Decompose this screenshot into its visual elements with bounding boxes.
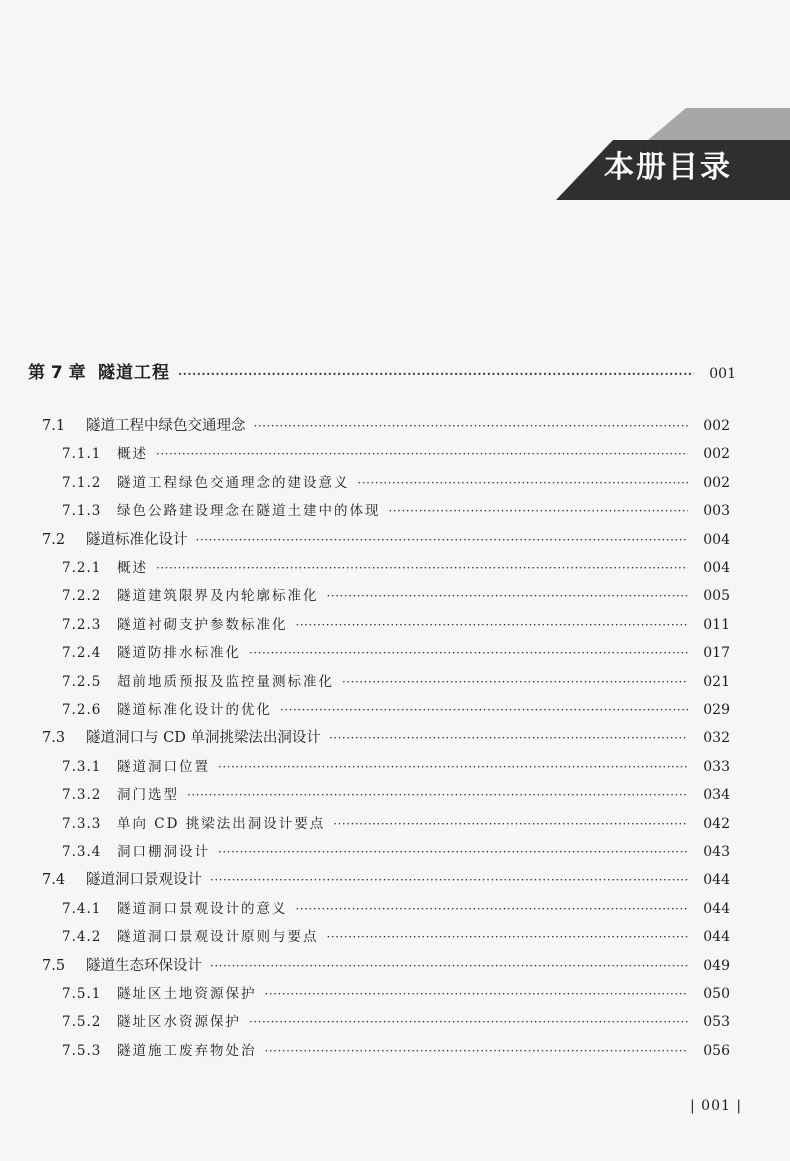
entry-page: 005 <box>703 588 730 605</box>
entry-number: 7.4.1 <box>62 900 102 917</box>
dot-leader <box>196 533 689 547</box>
entry-title: 洞门选型 <box>117 787 179 804</box>
dot-leader <box>389 504 689 518</box>
entry-page: 032 <box>703 730 730 747</box>
entry-number: 7.1.3 <box>62 503 102 520</box>
toc-subsection-entry[interactable] <box>0 755 790 775</box>
entry-page: 049 <box>703 957 730 974</box>
toc-section-entry[interactable] <box>0 726 790 747</box>
chapter-page: 001 <box>709 366 736 382</box>
entry-number: 7.5.1 <box>62 986 102 1002</box>
dot-leader <box>296 618 689 632</box>
dot-leader <box>329 731 688 745</box>
entry-number: 7.1.2 <box>62 474 102 491</box>
chapter-number: 第 7 章 <box>28 363 86 383</box>
dot-leader <box>327 930 689 944</box>
toc-subsection-entry[interactable] <box>0 1039 790 1059</box>
dot-leader <box>249 646 688 660</box>
toc-section-entry[interactable] <box>0 954 790 975</box>
entry-title: 隧道生态环保设计 <box>86 957 202 974</box>
entry-number: 7.2.3 <box>62 616 102 633</box>
chapter-title: 隧道工程 <box>98 363 170 383</box>
dot-leader <box>327 589 689 603</box>
dot-leader <box>249 1015 688 1029</box>
entry-title: 隧道工程中绿色交通理念 <box>86 418 246 434</box>
entry-page: 017 <box>703 645 730 662</box>
entry-title: 隧址区土地资源保护 <box>117 986 257 1002</box>
toc-subsection-entry[interactable] <box>0 471 790 491</box>
entry-number: 7.5 <box>42 957 66 974</box>
entry-number: 7.2.5 <box>62 673 102 690</box>
entry-title: 超前地质预报及监控量测标准化 <box>117 673 334 690</box>
toc-subsection-entry[interactable] <box>0 1010 790 1030</box>
entry-title: 隧道洞口位置 <box>117 758 210 775</box>
dot-leader <box>210 959 688 973</box>
entry-title: 隧道施工废弃物处治 <box>117 1042 257 1059</box>
entry-page: 053 <box>703 1014 730 1031</box>
toc-subsection-entry[interactable] <box>0 698 790 718</box>
entry-page: 034 <box>703 787 730 804</box>
entry-page: 044 <box>703 900 730 917</box>
entry-title: 概述 <box>117 560 148 576</box>
entry-title: 概述 <box>117 446 148 463</box>
dot-leader <box>265 987 689 1001</box>
toc-subsection-entry[interactable] <box>0 670 790 690</box>
toc-section-entry[interactable] <box>0 414 790 435</box>
dot-leader <box>187 788 688 802</box>
entry-number: 7.5.3 <box>62 1042 102 1059</box>
toc-subsection-entry[interactable] <box>0 982 790 1002</box>
entry-title: 绿色公路建设理念在隧道土建中的体现 <box>117 503 381 520</box>
entry-title: 隧道防排水标准化 <box>117 645 241 662</box>
toc-subsection-entry[interactable] <box>0 812 790 832</box>
entry-title: 隧道工程绿色交通理念的建设意义 <box>117 474 350 491</box>
entry-page: 002 <box>703 418 730 434</box>
entry-page: 050 <box>703 986 730 1002</box>
entry-page: 004 <box>703 560 730 576</box>
entry-number: 7.2.4 <box>62 645 102 662</box>
chapter-entry[interactable] <box>0 358 790 383</box>
toc-subsection-entry[interactable] <box>0 442 790 462</box>
entry-number: 7.1 <box>42 418 66 434</box>
entry-title: 隧址区水资源保护 <box>117 1014 241 1031</box>
toc-subsection-entry[interactable] <box>0 584 790 604</box>
toc-subsection-entry[interactable] <box>0 840 790 860</box>
toc-section-entry[interactable] <box>0 868 790 889</box>
entry-page: 044 <box>703 872 730 889</box>
dot-leader <box>254 419 689 433</box>
entry-page: 004 <box>703 531 730 548</box>
banner-grey-stripe <box>648 108 790 140</box>
page-number: | 001 | <box>690 1098 743 1114</box>
entry-number: 7.2 <box>42 531 66 548</box>
dot-leader <box>342 675 688 689</box>
dot-leader <box>178 367 694 381</box>
entry-number: 7.4 <box>42 872 66 889</box>
entry-page: 002 <box>703 474 730 491</box>
toc-subsection-entry[interactable] <box>0 783 790 803</box>
dot-leader <box>296 902 689 916</box>
entry-page: 043 <box>703 844 730 860</box>
entry-number: 7.4.2 <box>62 929 102 946</box>
entry-title: 隧道标准化设计 <box>86 531 188 548</box>
entry-title: 隧道洞口景观设计的意义 <box>117 900 288 917</box>
dot-leader <box>358 476 689 490</box>
toc-subsection-entry[interactable] <box>0 556 790 576</box>
entry-page: 002 <box>703 446 730 463</box>
entry-title: 隧道衬砌支护参数标准化 <box>117 616 288 633</box>
entry-number: 7.5.2 <box>62 1014 102 1031</box>
entry-title: 隧道标准化设计的优化 <box>117 702 272 718</box>
dot-leader <box>333 817 688 831</box>
dot-leader <box>156 447 688 461</box>
entry-number: 7.3.2 <box>62 787 102 804</box>
entry-number: 7.1.1 <box>62 446 102 463</box>
entry-page: 033 <box>703 758 730 775</box>
entry-title: 隧道洞口与 CD 单洞挑梁法出洞设计 <box>86 730 321 747</box>
entry-number: 7.3.1 <box>62 758 102 775</box>
toc-subsection-entry[interactable] <box>0 613 790 633</box>
toc-heading: 本册目录 <box>604 150 732 185</box>
entry-page: 029 <box>703 702 730 718</box>
dot-leader <box>156 561 688 575</box>
dot-leader <box>210 873 688 887</box>
toc-subsection-entry[interactable] <box>0 897 790 917</box>
entry-page: 044 <box>703 929 730 946</box>
entry-number: 7.2.2 <box>62 588 102 605</box>
dot-leader <box>218 845 688 859</box>
entry-number: 7.3.4 <box>62 844 102 860</box>
entry-number: 7.2.1 <box>62 560 102 576</box>
entry-number: 7.2.6 <box>62 702 102 718</box>
entry-page: 042 <box>703 815 730 832</box>
entry-title: 隧道洞口景观设计 <box>86 872 202 889</box>
entry-page: 011 <box>703 616 730 633</box>
entry-number: 7.3.3 <box>62 815 102 832</box>
toc-subsection-entry[interactable] <box>0 641 790 661</box>
entry-number: 7.3 <box>42 730 66 747</box>
header-banner <box>0 0 790 210</box>
entry-page: 003 <box>703 503 730 520</box>
dot-leader <box>265 1044 689 1058</box>
entry-page: 056 <box>703 1042 730 1059</box>
toc-section-entry[interactable] <box>0 528 790 549</box>
toc-subsection-entry[interactable] <box>0 925 790 945</box>
toc-subsection-entry[interactable] <box>0 499 790 519</box>
entry-title: 隧道洞口景观设计原则与要点 <box>117 929 319 946</box>
entry-page: 021 <box>703 673 730 690</box>
dot-leader <box>280 703 688 717</box>
entry-title: 隧道建筑限界及内轮廓标准化 <box>117 588 319 605</box>
dot-leader <box>218 760 688 774</box>
entry-title: 洞口棚洞设计 <box>117 844 210 860</box>
entry-title: 单向 CD 挑梁法出洞设计要点 <box>117 815 326 832</box>
